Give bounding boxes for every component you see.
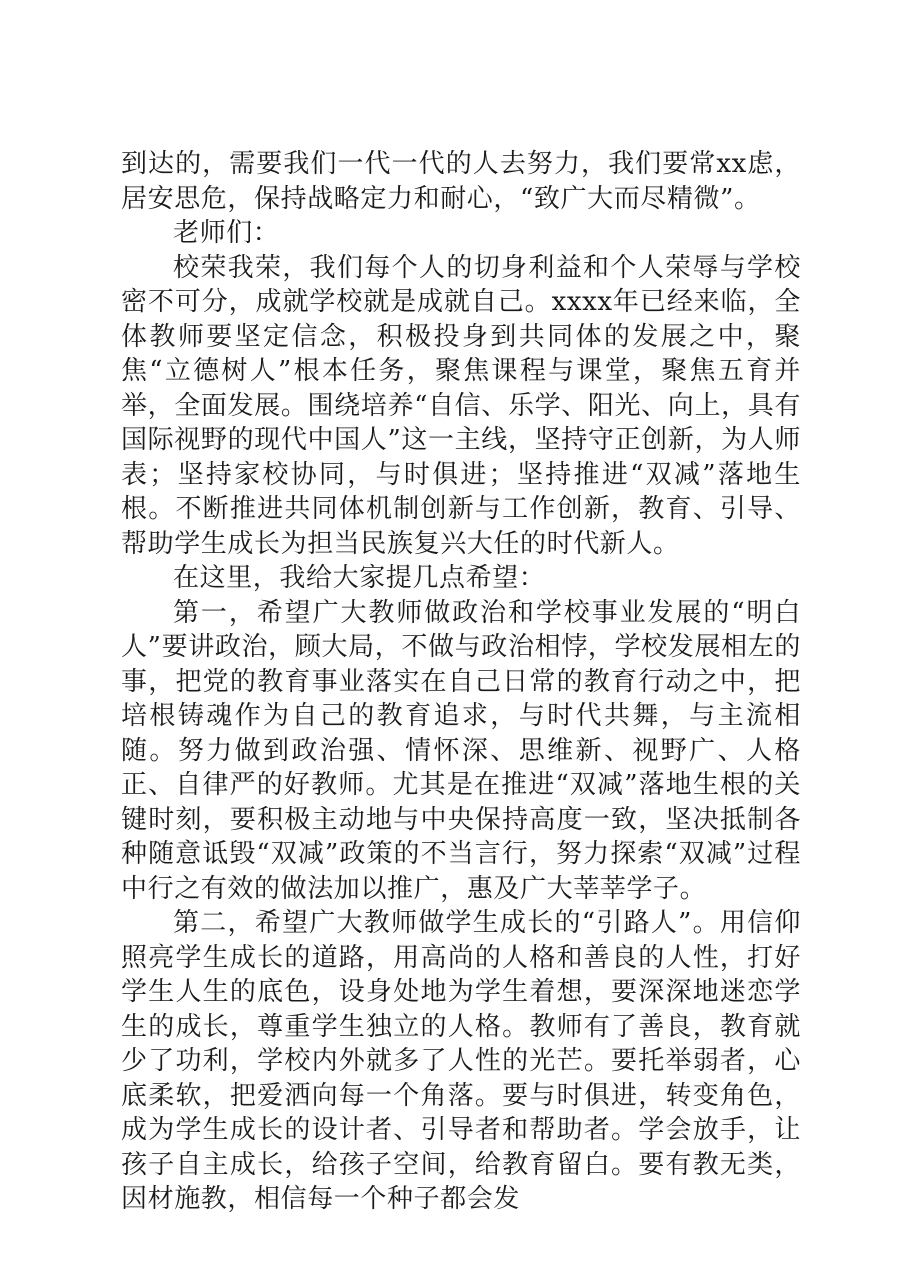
paragraph-hopes-intro: 在这里，我给大家提几点希望： [173,563,546,593]
paragraph-school-honor: 校荣我荣，我们每个人的切身利益和个人荣辱与学校密不可分，成就学校就是成就自己。xxxx年已经来临，全体教师要坚定信念，积极投身到共同体的发展之中，聚焦“立德树人”根本任务，聚焦课程与课堂，聚焦五育并举，全面发展。围绕培养“自信、乐学、阳光、向上，具有国际视野的现代中国人”这一主线，坚持守正创新，为人师表；坚持家校协同，与时俱进；坚持推进“双减”落地生根。不断推进共同体机制创新与工作创新，教育、引导、帮助学生成长为担当民族复兴大任的时代新人。 [121,252,801,559]
paragraph-hope-first: 第一，希望广大教师做政治和学校事业发展的“明白人”要讲政治，顾大局，不做与政治相悖，学校发展相左的事，把党的教育事业落实在自己日常的教育行动之中，把培根铸魂作为自己的教育追求，与时代共舞，与主流相随。努力做到政治强、情怀深、思维新、视野广、人格正、自律严的好教师。尤其是在推进“双减”落地生根的关键时刻，要积极主动地与中央保持高度一致，坚决抵制各种随意诋毁“双减”政策的不当言行，努力探索“双减”过程中行之有效的做法加以推广，惠及广大莘莘学子。 [121,597,801,904]
paragraph-hope-second: 第二，希望广大教师做学生成长的“引路人”。用信仰照亮学生成长的道路，用高尚的人格和善良的人性，打好学生人生的底色，设身处地为学生着想，要深深地迷恋学生的成长，尊重学生独立的人格。教师有了善良，教育就少了功利，学校内外就多了人性的光芒。要托举弱者，心底柔软，把爱洒向每一个角落。要与时俱进，转变角色，成为学生成长的设计者、引导者和帮助者。学会放手，让孩子自主成长，给孩子空间，给教育留白。要有教无类，因材施教，相信每一个种子都会发 [121,908,801,1214]
paragraph-salutation: 老师们： [173,218,280,248]
paragraph-continuation: 到达的，需要我们一代一代的人去努力，我们要常xx虑，居安思危，保持战略定力和耐心，“致广大而尽精微”。 [121,149,801,214]
document-body [121,147,801,1217]
